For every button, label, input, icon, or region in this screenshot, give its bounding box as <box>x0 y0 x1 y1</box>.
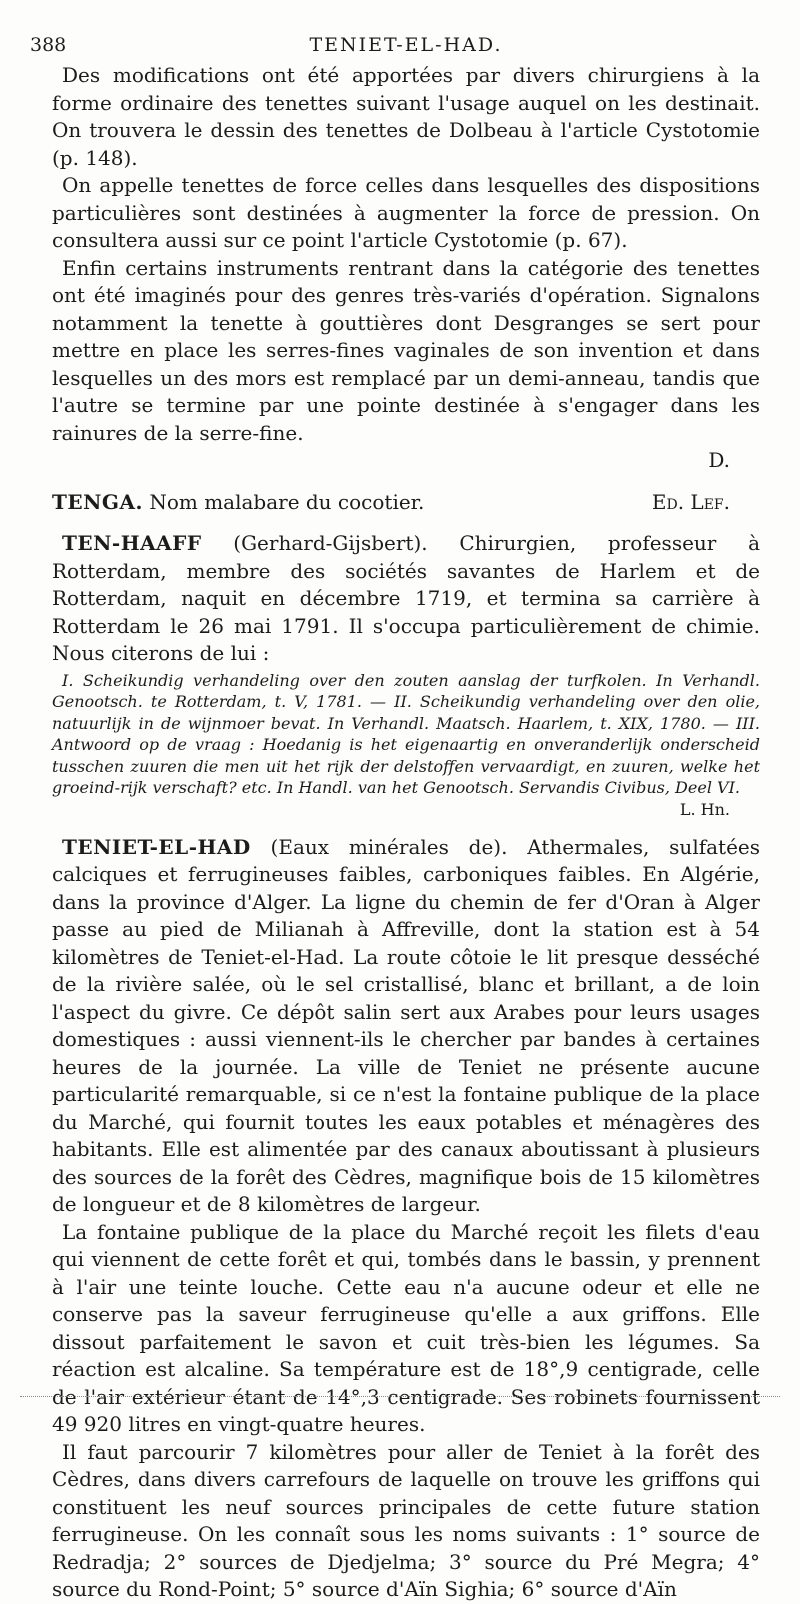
definition: Nom malabare du cocotier. <box>149 489 425 514</box>
entry-tenettes-continued <box>52 62 760 475</box>
paragraph: On appelle tenettes de force celles dans lesquelles des dispositions particulières sont destinées à augmenter la force de pression. On consultera aussi sur ce point l'article Cystotomie (p. 67). <box>52 173 760 252</box>
author-signature: Ed. Lef. <box>651 489 730 514</box>
paragraph-text: (Eaux minérales de). Athermales, sulfatées calciques et ferrugineuses faibles, carboniques faibles. En Algérie, dans la province d'Alger. La ligne du chemin de fer d'Oran à Alger passe au pied de Milianah à Affreville, dont la station est à 54 kilomètres de Teniet-el-Had. La route côtoie le lit presque desséché de la rivière salée, où le sel cristallisé, blanc et brillant, a de loin l'aspect du givre. Ce dépôt salin sert aux Arabes pour leurs usages domestiques : aussi viennent-ils le chercher par bandes à certaines heures de la journée. La ville de Teniet ne présente aucune particularité remarquable, si ce n'est la fontaine publique de la place du Marché, qui fournit toutes les eaux potables et ménagères des habitants. Elle est alimentée par des canaux aboutissant à plusieurs des sources de la forêt des Cèdres, magnifique bois de 15 kilomètres de longueur et de 8 kilomètres de largeur. <box>52 834 761 1216</box>
running-title: TENIET-EL-HAD. <box>309 34 503 56</box>
paragraph: La fontaine publique de la place du Marché reçoit les filets d'eau qui viennent de cette forêt et qui, tombés dans le bassin, y prennent à l'air une teinte louche. Cette eau n'a aucune odeur et elle ne conserve pas la saveur ferrugineuse qu'elle a aux griffons. Elle dissout parfaitement le savon et cuit très-bien les légumes. Sa réaction est alcaline. Sa température est de 18°,9 centigrade, celle de l'air extérieur étant de 14°,3 centigrade. Ses robinets fournissent 49 920 litres en vingt-quatre heures. <box>52 1219 760 1436</box>
entry-text <box>52 530 760 668</box>
page-number: 388 <box>30 34 67 56</box>
author-signature: L. Hn. <box>679 799 730 819</box>
headword: TENIET-EL-HAD <box>62 834 251 859</box>
entry-ten-haaff <box>52 530 760 820</box>
author-signature: D. <box>708 448 730 472</box>
paragraph <box>52 834 760 1219</box>
bibliography <box>52 670 760 820</box>
paragraph: Il faut parcourir 7 kilomètres pour aller de Teniet à la forêt des Cèdres, dans divers carrefours de laquelle on trouve les griffons qui constituent les neuf sources principales de cette future station ferrugineuse. On les connaît sous les noms suivants : 1° source de Redradja; 2° sources de Djedjelma; 3° source du Pré Megra; 4° source du Rond-Point; 5° source d'Aïn Sighia; 6° source d'Aïn <box>52 1439 760 1601</box>
biography: (Gerhard-Gijsbert). Chirurgien, professeur à Rotterdam, membre des sociétés savantes de Harlem et de Rotterdam, naquit en décembre 1719, et termina sa carrière à Rotterdam le 26 mai 1791. Il s'occupa particulièrement de chimie. Nous citerons de lui : <box>52 531 761 665</box>
headword: TEN-HAAFF <box>62 531 202 555</box>
entry-text <box>52 489 424 517</box>
bibliography-text: I. Scheikundig verhandeling over den zouten aanslag der turfkolen. In Verhandl. Genootsch. te Rotterdam, t. V, 1781. — II. Scheikundig verhandeling over den olie, natuurlijk in de wijnmoer bevat. In Verhandl. Maatsch. Haarlem, t. XIX, 1780. — III. Antwoord op de vraag : Hoedanig is het eigenaartig en onveranderlijk onderscheid tusschen zuuren die men uit het rijk der delstoffen vervaardigt, en zuuren, welke het groeind-rijk verschaft? etc. In Handl. van het Genootsch. Servandis Civibus, Deel VI. <box>52 670 760 797</box>
paragraph: Des modifications ont été apportées par divers chirurgiens à la forme ordinaire des tenettes suivant l'usage auquel on les destinait. On trouvera le dessin des tenettes de Dolbeau à l'article Cystotomie (p. 148). <box>52 63 760 170</box>
footer-rule <box>20 1396 780 1397</box>
entry-teniet-el-had <box>52 834 760 1604</box>
paragraph: Enfin certains instruments rentrant dans la catégorie des tenettes ont été imaginés pour des genres très-variés d'opération. Signalons notamment la tenette à gouttières dont Desgranges se sert pour mettre en place les serres-fines vaginales de son invention et dans lesquelles un des mors est remplacé par un demi-anneau, tandis que l'autre se termine par une pointe destinée à s'engager dans les rainures de la serre-fine. <box>52 255 760 445</box>
running-header <box>30 22 760 62</box>
headword: TENGA. <box>52 489 143 514</box>
entry-tenga <box>52 489 760 517</box>
